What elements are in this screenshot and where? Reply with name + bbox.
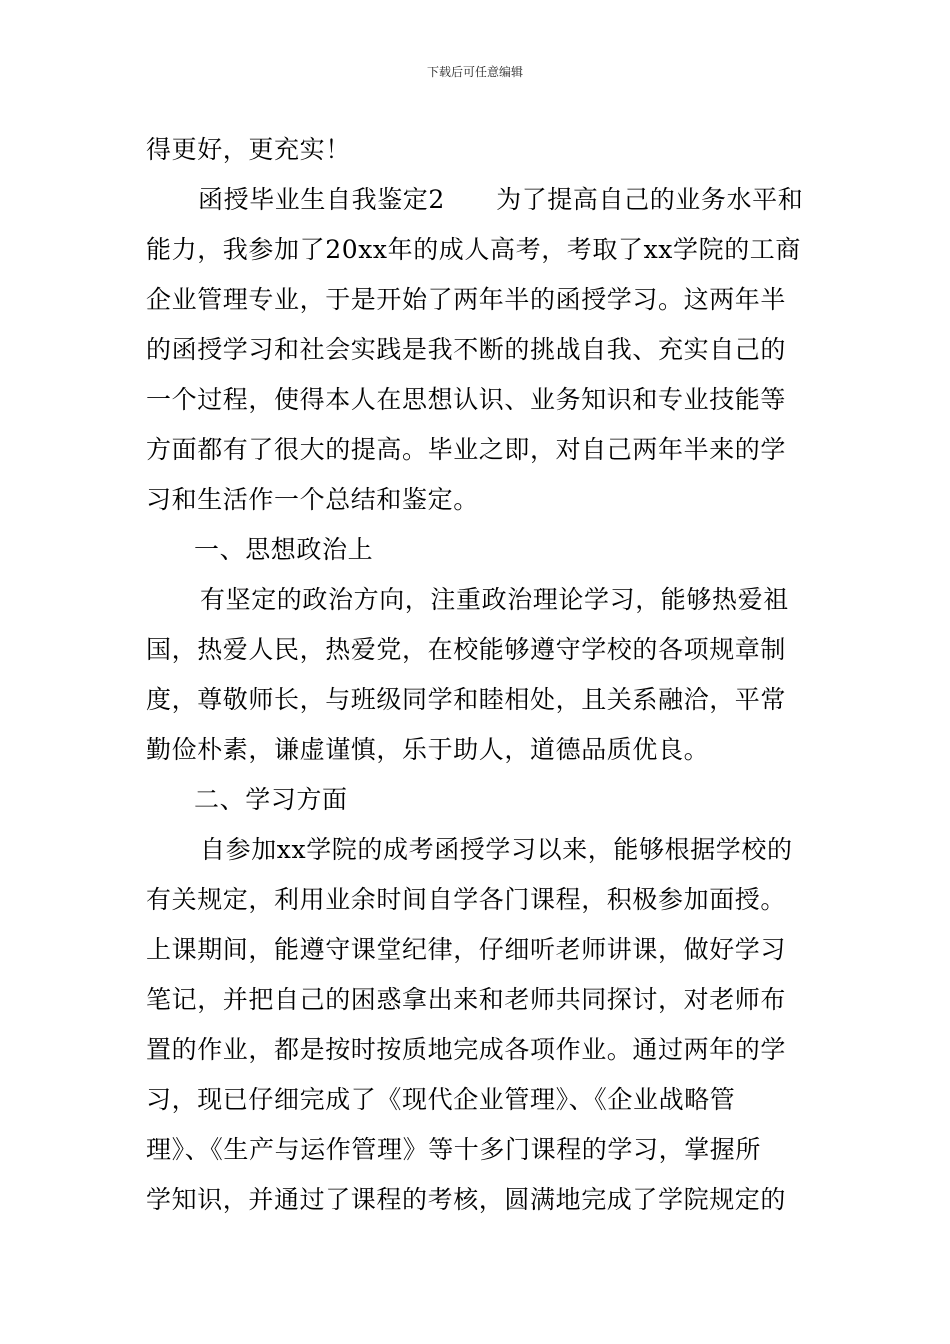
text-line: 得更好，更充实！	[146, 135, 351, 164]
text-line: 置的作业，都是按时按质地完成各项作业。通过两年的学	[146, 1035, 787, 1064]
page-header: 下载后可任意编辑	[426, 65, 523, 79]
text-line: 习和生活作一个总结和鉴定。	[146, 485, 479, 514]
text-line: 国，热爱人民，热爱党，在校能够遵守学校的各项规章制	[146, 635, 787, 664]
text-line: 有关规定，利用业余时间自学各门课程，积极参加面授。	[146, 885, 787, 914]
text-line: 勤俭朴素，谦虚谨慎，乐于助人，道德品质优良。	[146, 735, 710, 764]
text-line: 自参加xx学院的成考函授学习以来，能够根据学校的	[200, 835, 793, 864]
section-heading: 一、思想政治上	[194, 535, 374, 564]
text-line: 企业管理专业，于是开始了两年半的函授学习。这两年半	[146, 285, 787, 314]
text-line: 一个过程，使得本人在思想认识、业务知识和专业技能等	[146, 385, 787, 414]
text-line: 学知识，并通过了课程的考核，圆满地完成了学院规定的	[146, 1185, 787, 1214]
section-heading: 二、学习方面	[194, 785, 348, 814]
text-line: 理》、《生产与运作管理》等十多门课程的学习，掌握所	[146, 1135, 762, 1164]
text-line: 的函授学习和社会实践是我不断的挑战自我、充实自己的	[146, 335, 787, 364]
text-line: 笔记，并把自己的困惑拿出来和老师共同探讨，对老师布	[146, 985, 787, 1014]
text-line: 能力，我参加了20xx年的成人高考，考取了xx学院的工商	[146, 235, 802, 264]
text-line: 度，尊敬师长，与班级同学和睦相处，且关系融洽，平常	[146, 685, 787, 714]
text-line: 方面都有了很大的提高。毕业之即，对自己两年半来的学	[146, 435, 787, 464]
text-line: 习，现已仔细完成了《现代企业管理》、《企业战略管	[146, 1085, 736, 1114]
text-line: 上课期间，能遵守课堂纪律，仔细听老师讲课，做好学习	[146, 935, 787, 964]
text-line: 函授毕业生自我鉴定2 为了提高自己的业务水平和	[198, 185, 804, 214]
text-line: 有坚定的政治方向，注重政治理论学习，能够热爱祖	[200, 585, 789, 614]
document-body	[146, 125, 808, 1225]
